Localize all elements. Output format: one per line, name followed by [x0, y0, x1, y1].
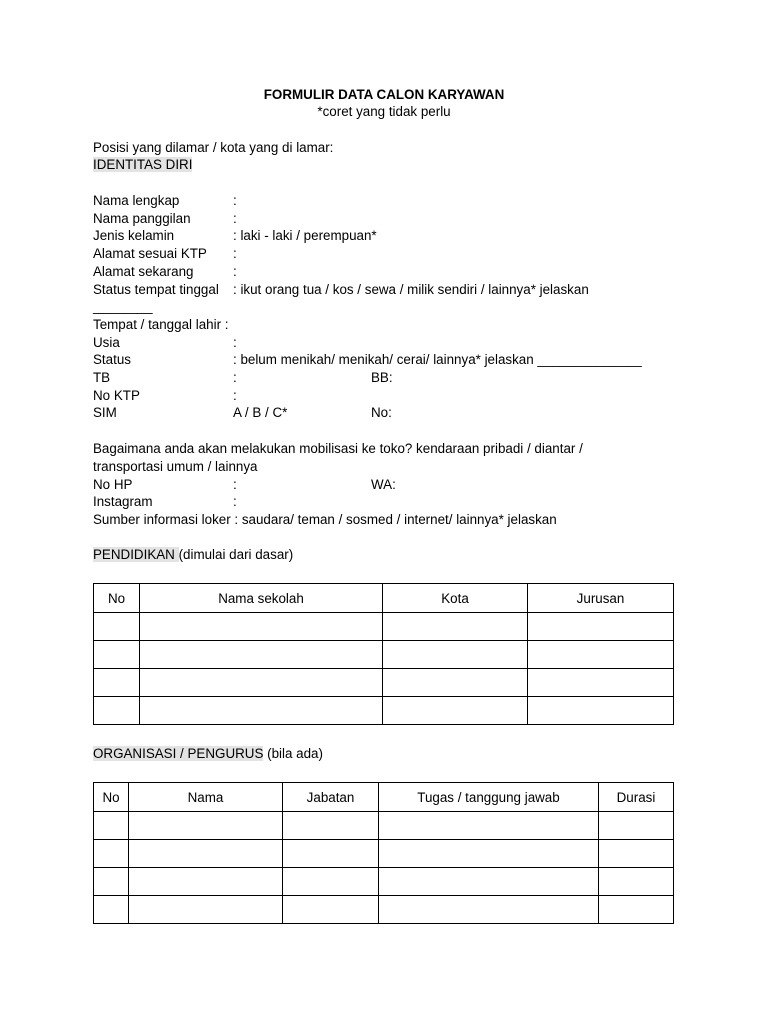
table-cell[interactable]	[94, 868, 129, 896]
table-cell[interactable]	[140, 613, 383, 641]
table-cell[interactable]	[383, 697, 528, 725]
table-cell[interactable]	[599, 812, 674, 840]
table-cell[interactable]	[94, 812, 129, 840]
organization-heading-text: ORGANISASI / PENGURUS	[93, 746, 264, 761]
table-cell[interactable]	[94, 840, 129, 868]
table-cell[interactable]	[129, 812, 283, 840]
field-value: A / B / C*	[233, 405, 288, 420]
table-row	[94, 669, 674, 697]
identity-heading-text: IDENTITAS DIRI	[93, 157, 193, 172]
sumber-info-line: Sumber informasi loker : saudara/ teman / sosmed / internet/ lainnya* jelaskan	[93, 512, 557, 527]
organization-note: (bila ada)	[263, 746, 323, 761]
table-cell[interactable]	[94, 669, 140, 697]
field-alamat-sekarang	[93, 263, 693, 280]
field-label: Jenis kelamin	[93, 228, 175, 243]
table-cell[interactable]	[94, 697, 140, 725]
table-row	[94, 641, 674, 669]
form-title: FORMULIR DATA CALON KARYAWAN	[263, 87, 505, 102]
table-cell[interactable]	[528, 613, 674, 641]
table-cell[interactable]	[283, 840, 379, 868]
field-value: :	[233, 246, 237, 261]
table-row	[94, 840, 674, 868]
table-cell[interactable]	[129, 868, 283, 896]
field-label: Usia	[93, 335, 120, 350]
field-value: :	[233, 211, 237, 226]
table-cell[interactable]	[599, 896, 674, 924]
field-value: :	[233, 388, 237, 403]
field-label: Nama lengkap	[93, 193, 180, 208]
field-label: No HP	[93, 477, 133, 492]
organization-header-row	[94, 783, 674, 812]
field-value: :	[233, 264, 237, 279]
field-status	[93, 351, 693, 368]
field-tb	[93, 369, 693, 386]
table-row	[94, 697, 674, 725]
field-ttl: Tempat / tanggal lahir :	[93, 317, 229, 332]
field-bb: BB:	[371, 370, 393, 385]
education-table	[93, 583, 674, 725]
table-cell[interactable]	[94, 613, 140, 641]
field-value: : ikut orang tua / kos / sewa / milik sendiri / lainnya* jelaskan	[233, 282, 589, 297]
field-label: Alamat sesuai KTP	[93, 246, 207, 261]
table-cell[interactable]	[283, 812, 379, 840]
table-cell[interactable]	[528, 641, 674, 669]
table-cell[interactable]	[528, 697, 674, 725]
table-cell[interactable]	[379, 812, 599, 840]
col-header-nama-sekolah: Nama sekolah	[140, 584, 383, 613]
col-header-jurusan: Jurusan	[528, 584, 674, 613]
field-value: :	[233, 335, 237, 350]
col-header-durasi: Durasi	[599, 783, 674, 812]
field-label: No KTP	[93, 388, 140, 403]
field-jenis-kelamin	[93, 227, 693, 244]
field-label: Alamat sekarang	[93, 264, 194, 279]
col-header-tugas: Tugas / tanggung jawab	[379, 783, 599, 812]
table-row	[94, 868, 674, 896]
field-nama-panggilan	[93, 210, 693, 227]
field-value: :	[233, 193, 237, 208]
table-cell[interactable]	[94, 896, 129, 924]
field-alamat-ktp	[93, 245, 693, 262]
table-cell[interactable]	[383, 669, 528, 697]
col-header-nama: Nama	[129, 783, 283, 812]
field-instagram	[93, 493, 693, 510]
field-no-ktp	[93, 387, 693, 404]
table-cell[interactable]	[379, 896, 599, 924]
organization-heading	[93, 745, 323, 762]
field-wa: WA:	[371, 477, 396, 492]
table-cell[interactable]	[528, 669, 674, 697]
col-header-no: No	[94, 584, 140, 613]
field-value: :	[233, 477, 237, 492]
table-cell[interactable]	[129, 840, 283, 868]
table-cell[interactable]	[383, 641, 528, 669]
status-tempat-tinggal-blank: ________	[93, 299, 153, 314]
col-header-kota: Kota	[383, 584, 528, 613]
table-cell[interactable]	[283, 896, 379, 924]
form-subtitle: *coret yang tidak perlu	[317, 104, 451, 119]
field-value: :	[233, 370, 237, 385]
table-cell[interactable]	[599, 868, 674, 896]
table-row	[94, 896, 674, 924]
table-cell[interactable]	[94, 641, 140, 669]
identity-heading	[93, 156, 192, 173]
mobilisasi-line-1: Bagaimana anda akan melakukan mobilisasi ke toko? kendaraan pribadi / diantar /	[93, 441, 583, 456]
mobilisasi-line-2: transportasi umum / lainnya	[93, 459, 258, 474]
field-usia	[93, 334, 693, 351]
field-value: : laki - laki / perempuan*	[233, 228, 377, 243]
table-cell[interactable]	[140, 641, 383, 669]
field-label: Status	[93, 352, 131, 367]
education-header-row	[94, 584, 674, 613]
table-cell[interactable]	[283, 868, 379, 896]
position-line: Posisi yang dilamar / kota yang di lamar:	[93, 140, 334, 155]
table-cell[interactable]	[379, 868, 599, 896]
field-sim	[93, 404, 693, 421]
table-cell[interactable]	[599, 840, 674, 868]
field-sim-no: No:	[371, 405, 392, 420]
field-value: : belum menikah/ menikah/ cerai/ lainnya* jelaskan ______________	[233, 352, 642, 367]
field-nama-lengkap	[93, 192, 693, 209]
field-no-hp	[93, 476, 693, 493]
table-row	[94, 812, 674, 840]
table-cell[interactable]	[379, 840, 599, 868]
education-heading-text: PENDIDIKAN	[93, 547, 179, 562]
table-cell[interactable]	[383, 613, 528, 641]
field-label: Nama panggilan	[93, 211, 191, 226]
table-cell[interactable]	[140, 669, 383, 697]
col-header-no: No	[94, 783, 129, 812]
organization-table	[93, 782, 674, 924]
table-cell[interactable]	[140, 697, 383, 725]
field-value: :	[233, 494, 237, 509]
field-label: Instagram	[93, 494, 153, 509]
col-header-jabatan: Jabatan	[283, 783, 379, 812]
field-label: Status tempat tinggal	[93, 282, 219, 297]
education-note: (dimulai dari dasar)	[178, 547, 294, 562]
education-heading	[93, 546, 293, 563]
field-status-tempat-tinggal	[93, 281, 693, 298]
field-label: SIM	[93, 405, 117, 420]
table-cell[interactable]	[129, 896, 283, 924]
table-row	[94, 613, 674, 641]
field-label: TB	[93, 370, 111, 385]
